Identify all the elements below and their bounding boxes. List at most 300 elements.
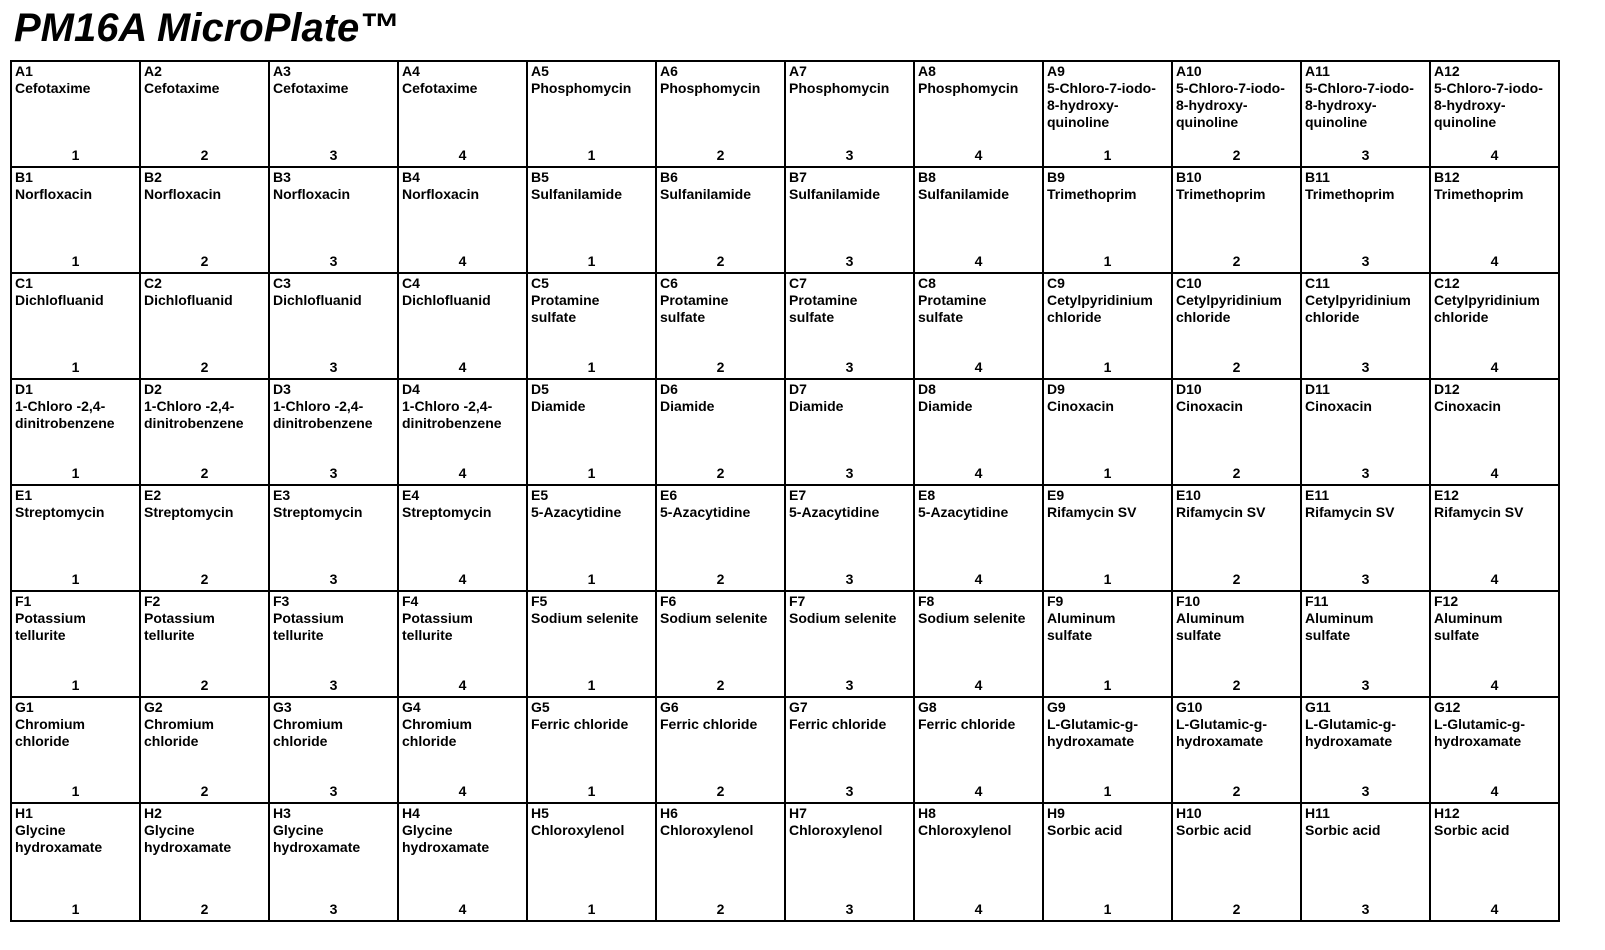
well-content xyxy=(1044,486,1171,590)
compound-name: Potassium tellurite xyxy=(144,610,215,643)
plate-well xyxy=(11,697,140,803)
compound-name: 5-Azacytidine xyxy=(789,504,880,520)
compound-name: Diamide xyxy=(918,398,973,414)
plate-well xyxy=(1301,803,1430,921)
well-id: H10 xyxy=(1176,805,1202,821)
well-content xyxy=(657,168,784,272)
well-content xyxy=(1431,486,1558,590)
concentration-level: 4 xyxy=(974,783,983,799)
concentration-level: 2 xyxy=(1232,253,1241,269)
concentration-level: 3 xyxy=(1361,465,1370,481)
compound-name: Potassium tellurite xyxy=(15,610,86,643)
well-id: G7 xyxy=(789,699,808,715)
plate-well xyxy=(269,61,398,167)
plate-well xyxy=(656,591,785,697)
concentration-level: 4 xyxy=(974,147,983,163)
concentration-level: 3 xyxy=(845,147,854,163)
well-id: G11 xyxy=(1305,699,1331,715)
well-id: F3 xyxy=(273,593,290,609)
well-id: D10 xyxy=(1176,381,1202,397)
well-id: E3 xyxy=(273,487,291,503)
plate-row xyxy=(11,379,1559,485)
well-content xyxy=(1302,274,1429,378)
well-content xyxy=(270,380,397,484)
well-content xyxy=(657,592,784,696)
compound-name: 5-Chloro-7-iodo- 8-hydroxy- quinoline xyxy=(1176,80,1285,130)
concentration-level: 1 xyxy=(71,147,80,163)
compound-name: Norfloxacin xyxy=(144,186,222,202)
concentration-level: 2 xyxy=(716,147,725,163)
compound-name: L-Glutamic-g- hydroxamate xyxy=(1176,716,1267,749)
well-content xyxy=(528,486,655,590)
compound-name: Sorbic acid xyxy=(1305,822,1381,838)
well-content xyxy=(1044,698,1171,802)
well-id: D5 xyxy=(531,381,549,397)
well-id: B6 xyxy=(660,169,678,185)
well-content xyxy=(1302,168,1429,272)
well-content xyxy=(1044,380,1171,484)
concentration-level: 4 xyxy=(458,359,467,375)
compound-name: Potassium tellurite xyxy=(402,610,473,643)
well-id: D1 xyxy=(15,381,33,397)
plate-well xyxy=(1043,485,1172,591)
compound-name: Phosphomycin xyxy=(531,80,632,96)
compound-name: Cetylpyridinium chloride xyxy=(1434,292,1540,325)
concentration-level: 1 xyxy=(71,783,80,799)
well-id: F10 xyxy=(1176,593,1201,609)
well-id: C8 xyxy=(918,275,936,291)
concentration-level: 2 xyxy=(200,677,209,693)
compound-name: Glycine hydroxamate xyxy=(273,822,361,855)
concentration-level: 4 xyxy=(1490,253,1499,269)
well-content xyxy=(12,486,139,590)
well-id: G1 xyxy=(15,699,34,715)
concentration-level: 1 xyxy=(1103,253,1112,269)
plate-well xyxy=(527,167,656,273)
well-content xyxy=(915,592,1042,696)
plate-well xyxy=(11,273,140,379)
concentration-level: 1 xyxy=(587,465,596,481)
plate-well xyxy=(1430,485,1559,591)
well-id: D8 xyxy=(918,381,936,397)
compound-name: Cinoxacin xyxy=(1305,398,1372,414)
compound-name: Sulfanilamide xyxy=(918,186,1010,202)
concentration-level: 1 xyxy=(587,359,596,375)
well-id: G9 xyxy=(1047,699,1066,715)
plate-well xyxy=(785,803,914,921)
compound-name: Rifamycin SV xyxy=(1047,504,1137,520)
well-content xyxy=(915,274,1042,378)
compound-name: Sorbic acid xyxy=(1176,822,1252,838)
compound-name: Protamine sulfate xyxy=(531,292,600,325)
compound-name: Norfloxacin xyxy=(273,186,351,202)
well-content xyxy=(1173,486,1300,590)
well-content xyxy=(12,804,139,920)
plate-well xyxy=(914,167,1043,273)
well-id: C6 xyxy=(660,275,678,291)
compound-name: Sulfanilamide xyxy=(789,186,881,202)
concentration-level: 4 xyxy=(974,901,983,917)
well-content xyxy=(1302,804,1429,920)
compound-name: Aluminum sulfate xyxy=(1047,610,1116,643)
well-id: H4 xyxy=(402,805,420,821)
concentration-level: 4 xyxy=(458,253,467,269)
well-content xyxy=(528,698,655,802)
well-content xyxy=(1302,592,1429,696)
concentration-level: 4 xyxy=(1490,677,1499,693)
plate-well xyxy=(269,803,398,921)
plate-well xyxy=(1430,61,1559,167)
compound-name: Cefotaxime xyxy=(15,80,91,96)
well-content xyxy=(915,486,1042,590)
well-id: E8 xyxy=(918,487,936,503)
plate-well xyxy=(1301,61,1430,167)
well-content xyxy=(528,592,655,696)
well-id: G8 xyxy=(918,699,937,715)
well-content xyxy=(270,168,397,272)
well-id: F1 xyxy=(15,593,32,609)
plate-well xyxy=(527,485,656,591)
well-id: A5 xyxy=(531,63,549,79)
compound-name: Sodium selenite xyxy=(789,610,897,626)
compound-name: Trimethoprim xyxy=(1305,186,1395,202)
compound-name: Chloroxylenol xyxy=(918,822,1012,838)
well-id: B1 xyxy=(15,169,33,185)
plate-well xyxy=(527,697,656,803)
plate-well xyxy=(1301,273,1430,379)
well-content xyxy=(12,380,139,484)
well-id: C2 xyxy=(144,275,162,291)
well-content xyxy=(399,486,526,590)
well-id: B11 xyxy=(1305,169,1330,185)
concentration-level: 1 xyxy=(587,677,596,693)
compound-name: Norfloxacin xyxy=(15,186,93,202)
well-id: D7 xyxy=(789,381,807,397)
plate-well xyxy=(1172,61,1301,167)
compound-name: Chromium chloride xyxy=(144,716,214,749)
plate-well xyxy=(269,485,398,591)
well-content xyxy=(141,380,268,484)
well-id: H8 xyxy=(918,805,936,821)
plate-well xyxy=(527,273,656,379)
well-id: A7 xyxy=(789,63,807,79)
compound-name: Chromium chloride xyxy=(402,716,472,749)
plate-well xyxy=(785,379,914,485)
plate-well xyxy=(656,379,785,485)
concentration-level: 3 xyxy=(1361,571,1370,587)
compound-name: Trimethoprim xyxy=(1047,186,1137,202)
well-id: F9 xyxy=(1047,593,1064,609)
concentration-level: 1 xyxy=(1103,147,1112,163)
compound-name: Streptomycin xyxy=(273,504,363,520)
plate-well xyxy=(140,273,269,379)
compound-name: Cefotaxime xyxy=(273,80,349,96)
plate-well xyxy=(656,273,785,379)
plate-well xyxy=(1430,803,1559,921)
compound-name: Aluminum sulfate xyxy=(1305,610,1374,643)
concentration-level: 3 xyxy=(329,783,338,799)
plate-well xyxy=(1301,379,1430,485)
concentration-level: 3 xyxy=(329,253,338,269)
well-id: C12 xyxy=(1434,275,1460,291)
compound-name: Rifamycin SV xyxy=(1305,504,1395,520)
well-content xyxy=(141,698,268,802)
plate-well xyxy=(1301,485,1430,591)
well-content xyxy=(1173,274,1300,378)
concentration-level: 4 xyxy=(458,677,467,693)
well-id: A6 xyxy=(660,63,678,79)
well-id: F11 xyxy=(1305,593,1329,609)
well-id: E2 xyxy=(144,487,162,503)
plate-well xyxy=(398,273,527,379)
compound-name: Cinoxacin xyxy=(1176,398,1243,414)
plate-well xyxy=(914,61,1043,167)
well-content xyxy=(786,168,913,272)
compound-name: Phosphomycin xyxy=(918,80,1019,96)
compound-name: Cetylpyridinium chloride xyxy=(1176,292,1282,325)
well-content xyxy=(141,168,268,272)
well-id: E6 xyxy=(660,487,678,503)
compound-name: Ferric chloride xyxy=(918,716,1016,732)
plate-well xyxy=(11,591,140,697)
compound-name: 5-Azacytidine xyxy=(531,504,622,520)
well-content xyxy=(141,804,268,920)
concentration-level: 4 xyxy=(1490,901,1499,917)
compound-name: L-Glutamic-g- hydroxamate xyxy=(1047,716,1138,749)
compound-name: Glycine hydroxamate xyxy=(144,822,232,855)
compound-name: Sodium selenite xyxy=(531,610,639,626)
concentration-level: 4 xyxy=(974,571,983,587)
compound-name: Glycine hydroxamate xyxy=(15,822,103,855)
plate-well xyxy=(1301,697,1430,803)
concentration-level: 3 xyxy=(1361,783,1370,799)
compound-name: 1-Chloro -2,4- dinitrobenzene xyxy=(402,398,502,431)
concentration-level: 4 xyxy=(974,253,983,269)
plate-well xyxy=(527,379,656,485)
compound-name: Sodium selenite xyxy=(660,610,768,626)
plate-well xyxy=(140,61,269,167)
concentration-level: 1 xyxy=(1103,677,1112,693)
concentration-level: 4 xyxy=(458,901,467,917)
plate-well xyxy=(656,485,785,591)
compound-name: Trimethoprim xyxy=(1176,186,1266,202)
well-content xyxy=(399,592,526,696)
concentration-level: 1 xyxy=(587,783,596,799)
well-content xyxy=(399,62,526,166)
plate-well xyxy=(527,61,656,167)
well-content xyxy=(399,380,526,484)
concentration-level: 1 xyxy=(1103,571,1112,587)
well-id: H9 xyxy=(1047,805,1065,821)
well-content xyxy=(786,804,913,920)
well-id: D3 xyxy=(273,381,291,397)
concentration-level: 3 xyxy=(845,465,854,481)
compound-name: 1-Chloro -2,4- dinitrobenzene xyxy=(144,398,244,431)
compound-name: Chromium chloride xyxy=(273,716,343,749)
compound-name: Ferric chloride xyxy=(531,716,629,732)
well-id: G4 xyxy=(402,699,421,715)
concentration-level: 3 xyxy=(845,253,854,269)
compound-name: Protamine sulfate xyxy=(660,292,729,325)
concentration-level: 4 xyxy=(974,359,983,375)
well-content xyxy=(270,698,397,802)
concentration-level: 4 xyxy=(974,677,983,693)
well-content xyxy=(1044,274,1171,378)
plate-row xyxy=(11,591,1559,697)
well-id: A1 xyxy=(15,63,33,79)
well-content xyxy=(786,592,913,696)
plate-well xyxy=(398,591,527,697)
well-content xyxy=(786,698,913,802)
well-content xyxy=(399,804,526,920)
concentration-level: 2 xyxy=(200,783,209,799)
plate-well xyxy=(140,167,269,273)
compound-name: Cinoxacin xyxy=(1047,398,1114,414)
concentration-level: 3 xyxy=(845,359,854,375)
plate-well xyxy=(1043,591,1172,697)
compound-name: Chromium chloride xyxy=(15,716,85,749)
concentration-level: 4 xyxy=(974,465,983,481)
compound-name: Cetylpyridinium chloride xyxy=(1047,292,1153,325)
well-id: B5 xyxy=(531,169,549,185)
plate-well xyxy=(1043,803,1172,921)
compound-name: 5-Azacytidine xyxy=(918,504,1009,520)
concentration-level: 4 xyxy=(458,783,467,799)
concentration-level: 2 xyxy=(716,465,725,481)
well-id: H2 xyxy=(144,805,162,821)
compound-name: Chloroxylenol xyxy=(660,822,754,838)
plate-well xyxy=(656,167,785,273)
well-content xyxy=(915,168,1042,272)
compound-name: Phosphomycin xyxy=(789,80,890,96)
compound-name: Glycine hydroxamate xyxy=(402,822,490,855)
compound-name: Sulfanilamide xyxy=(531,186,623,202)
well-content xyxy=(657,62,784,166)
concentration-level: 1 xyxy=(587,147,596,163)
plate-well xyxy=(785,485,914,591)
compound-name: Chloroxylenol xyxy=(531,822,625,838)
concentration-level: 2 xyxy=(1232,359,1241,375)
well-content xyxy=(1431,380,1558,484)
well-id: H7 xyxy=(789,805,807,821)
concentration-level: 1 xyxy=(1103,901,1112,917)
plate-well xyxy=(1172,803,1301,921)
well-id: C4 xyxy=(402,275,420,291)
well-content xyxy=(1302,62,1429,166)
concentration-level: 4 xyxy=(1490,465,1499,481)
well-id: A12 xyxy=(1434,63,1460,79)
concentration-level: 2 xyxy=(716,571,725,587)
plate-row xyxy=(11,167,1559,273)
well-id: C7 xyxy=(789,275,807,291)
concentration-level: 4 xyxy=(1490,359,1499,375)
compound-name: L-Glutamic-g- hydroxamate xyxy=(1305,716,1396,749)
plate-well xyxy=(914,803,1043,921)
well-id: G2 xyxy=(144,699,163,715)
compound-name: Ferric chloride xyxy=(660,716,758,732)
plate-well xyxy=(914,697,1043,803)
well-content xyxy=(1173,380,1300,484)
well-content xyxy=(915,62,1042,166)
well-id: F5 xyxy=(531,593,548,609)
plate-well xyxy=(398,697,527,803)
compound-name: 1-Chloro -2,4- dinitrobenzene xyxy=(15,398,115,431)
well-content xyxy=(657,380,784,484)
well-id: H12 xyxy=(1434,805,1460,821)
concentration-level: 1 xyxy=(71,359,80,375)
compound-name: Diamide xyxy=(660,398,715,414)
plate-well xyxy=(269,273,398,379)
well-content xyxy=(141,274,268,378)
well-id: G5 xyxy=(531,699,550,715)
well-content xyxy=(1431,274,1558,378)
microplate-rows xyxy=(11,61,1559,921)
plate-well xyxy=(1430,273,1559,379)
concentration-level: 3 xyxy=(329,571,338,587)
compound-name: Cetylpyridinium chloride xyxy=(1305,292,1411,325)
plate-well xyxy=(785,591,914,697)
well-content xyxy=(141,592,268,696)
well-content xyxy=(786,62,913,166)
concentration-level: 3 xyxy=(329,677,338,693)
compound-name: Aluminum sulfate xyxy=(1434,610,1503,643)
concentration-level: 1 xyxy=(587,901,596,917)
plate-well xyxy=(1043,167,1172,273)
well-id: E11 xyxy=(1305,487,1330,503)
well-id: C5 xyxy=(531,275,549,291)
concentration-level: 1 xyxy=(587,253,596,269)
well-content xyxy=(1173,62,1300,166)
compound-name: Sorbic acid xyxy=(1047,822,1123,838)
plate-well xyxy=(140,591,269,697)
compound-name: Sulfanilamide xyxy=(660,186,752,202)
well-content xyxy=(528,62,655,166)
well-id: G10 xyxy=(1176,699,1203,715)
compound-name: Cefotaxime xyxy=(402,80,478,96)
well-id: B8 xyxy=(918,169,936,185)
well-id: A8 xyxy=(918,63,936,79)
well-content xyxy=(12,698,139,802)
concentration-level: 1 xyxy=(71,571,80,587)
plate-well xyxy=(1172,167,1301,273)
well-content xyxy=(786,380,913,484)
plate-well xyxy=(11,485,140,591)
well-id: A2 xyxy=(144,63,162,79)
plate-well xyxy=(1172,485,1301,591)
plate-well xyxy=(140,379,269,485)
well-content xyxy=(528,380,655,484)
plate-well xyxy=(1301,167,1430,273)
plate-well xyxy=(269,697,398,803)
well-content xyxy=(12,168,139,272)
plate-well xyxy=(1172,273,1301,379)
well-content xyxy=(141,62,268,166)
plate-well xyxy=(656,803,785,921)
compound-name: Potassium tellurite xyxy=(273,610,344,643)
plate-well xyxy=(269,591,398,697)
well-content xyxy=(1431,62,1558,166)
concentration-level: 2 xyxy=(1232,147,1241,163)
concentration-level: 2 xyxy=(200,253,209,269)
plate-well xyxy=(1043,697,1172,803)
concentration-level: 1 xyxy=(71,465,80,481)
plate-well xyxy=(269,379,398,485)
concentration-level: 3 xyxy=(1361,147,1370,163)
plate-well xyxy=(1043,61,1172,167)
well-content xyxy=(657,804,784,920)
well-content xyxy=(1044,804,1171,920)
plate-well xyxy=(140,803,269,921)
